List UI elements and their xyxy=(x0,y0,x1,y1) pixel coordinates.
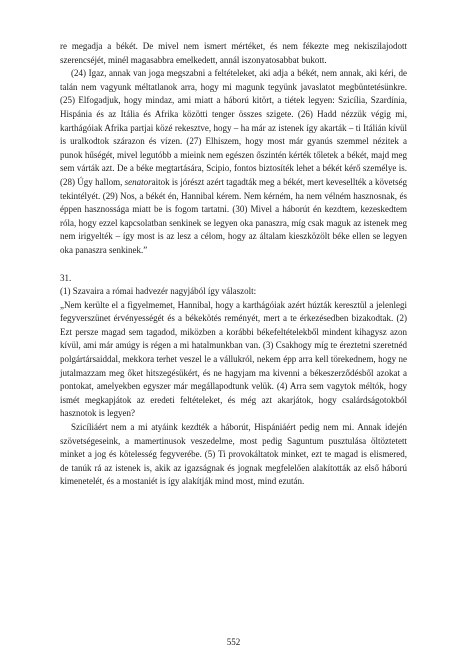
section-number: 31. xyxy=(60,272,72,283)
italic-word-senator: senator xyxy=(124,176,152,187)
paragraph-scipio-speech: „Nem kerülte el a figyelmemet, Hannibal, hogy a karthágóiak azért húzták keresztül a jelenlegi fegyverszünet érvényességét és a békekötés reményét, mert a te érkezésedben bizakodtak. (2) Ezt persze magad sem tagadod, miközben a korábbi békefeltételekből mindent kihagysz azon kívül, ami már amúgy is régen a mi hatalmunkban van. (3) Csakhogy míg te éreztetni szeretnéd polgártársaiddal, mekkora terhet veszel le a vállukról, nekem épp arra kell törekednem, hogy ne jutalmazzam meg őket hitszegésükért, és ne hagyjam ma kivenni a békeszerződésből azokat a pontokat, amelyekben egyszer már megállapodtunk velük. (4) Arra sem vagytok méltók, hogy ismét megkapjátok az eredeti feltételeket, és még azt akarjátok, hogy csalárdságotokból hasznotok is legyen? xyxy=(60,299,407,419)
paragraph-text-after-italic: aitok is jórészt azért tagadták meg a békét, mert kevesellték a követség tekintélyét. (29) Nos, a békét én, Hannibal kérem. Nem kérném, ha nem vélném hasznosnak, és éppen hasznossága miatt be is fogom tartatni. (30) Mivel a háborút én kezdtem, kezeskedtem róla, hogy ezzel kapcsolatban senkinek se legyen oka panaszra, míg csak maguk az istenek meg nem irigyelték – így most is az lesz a célom, hogy az általam kieszközölt béke ellen se legyen oka panaszra senkinek.” xyxy=(60,176,407,255)
paragraph-continuation: re megadja a békét. De mivel nem ismert mértéket, és nem fékezte meg nekiszilajodott szerencséjét, minél magasabbra emelkedett, annál iszonyatosabbat bukott. xyxy=(60,41,407,65)
paragraph-intro-reply: (1) Szavaira a római hadvezér nagyjából így válaszolt: xyxy=(60,286,257,297)
page-number: 552 xyxy=(226,637,241,647)
paragraph-hannibal-speech xyxy=(60,67,407,257)
paragraph-text-before-italic: (24) Igaz, annak van joga megszabni a feltételeket, aki adja a békét, nem annak, aki kéri, de talán nem vagyunk méltatlanok arra, hogy mi magunk tegyünk javaslatot megbüntetésünkre. (25) Elfogadjuk, hogy mindaz, ami miatt a háború kitört, a tiétek legyen: Szicília, Szardínia, Hispánia és az Itália és Afrika közötti tenger összes szigete. (26) Hadd nézzük végig mi, karthágóiak Afrika partjai közé rekesztve, hogy – ha már az istenek így akarták – ti Itálián kívül is uralkodtok szárazon és vízen. (27) Elhiszem, hogy most már gyanús szemmel nézitek a punok hűségét, mivel legutóbb a mieink nem egészen őszintén kérték tőletek a békét, majd meg sem várták azt. De a béke megtartására, Scipio, fontos biztosíték lehet a békét kérő személye is. (28) Úgy hallom, xyxy=(60,68,407,187)
page-body xyxy=(60,40,407,489)
paragraph-sicily: Szicíliáért nem a mi atyáink kezdték a háborút, Hispániáért pedig nem mi. Annak idején szövetségeseink, a mamertinusok veszedelme, most pedig Saguntum pusztulása öltöztetett minket a jog és kötelesség fegyverébe. (5) Ti provokáltatok minket, ezt te magad is elismered, de tanúk rá az istenek is, akik az igazságnak és jognak megfelelően alakították az első háború kimenetelét, és a mostaniét is így alakítják mind most, mind ezután. xyxy=(60,422,407,487)
